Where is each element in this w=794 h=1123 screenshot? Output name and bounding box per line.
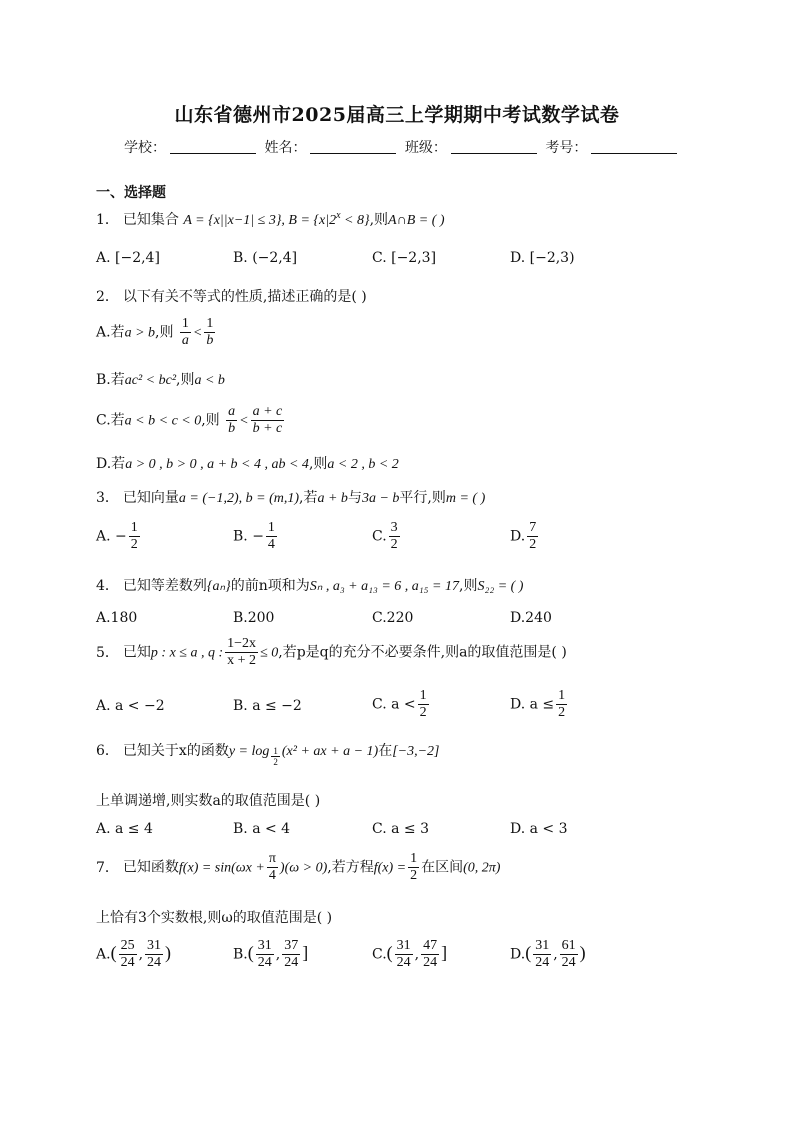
question-6 [96,740,439,767]
q2-option-a[interactable] [96,316,217,349]
question-4 [96,575,523,595]
option-label: B. [233,946,248,963]
q5-option-c[interactable] [372,688,431,721]
math-expression: )(ω > 0) [279,860,328,876]
question-text: 已知 [122,644,151,661]
section-heading: 一、选择题 [96,185,166,201]
fraction: $\frac{25}{24}$ [120,938,135,971]
fraction: $\frac{1}{2}$ [130,520,138,553]
class-blank [451,139,537,154]
question-7-continued: 上恰有3个实数根,则ω的取值范围是( ) [96,910,333,926]
question-3 [96,487,485,507]
math-operator: < [192,325,203,341]
math-expression: [−3,−2] [392,744,440,759]
option-text: ,则 [155,324,174,341]
math-expression: y = log [228,744,270,759]
question-text: 已知等差数列 [122,578,207,594]
question-number: 7． [96,859,119,876]
option-label: D. [510,528,526,545]
option-label: B. − [233,528,264,545]
option-label: A. − [96,528,127,545]
math-expression: f(x) = [373,860,407,876]
class-label: 班级： [404,140,447,156]
option-label: C. [372,528,387,545]
question-text: 平行,则 [399,490,446,506]
math-expression: Sₙ , a₃ + a₁₃ = 6 , a₁₅ = 17 [309,579,459,594]
option-label: B.若 [96,372,125,388]
fraction: $\frac{31}{24}$ [535,938,550,971]
q4-option-b[interactable]: B.200 [233,610,275,626]
math-expression: a + b [317,491,348,506]
question-text: 已知关于x的函数 [122,743,229,759]
question-text: ,若方程 [327,859,374,876]
math-expression: p : x ≤ a , q : [150,645,224,661]
fraction: $\frac{7}{2}$ [529,520,537,553]
question-text: 已知集合 [122,212,179,228]
exam-no-label: 考号： [545,140,588,156]
option-label: C.若 [96,412,125,429]
q5-option-b[interactable]: B. a ≤ −2 [233,698,302,714]
q1-option-b[interactable]: B. (−2,4] [233,250,298,266]
math-expression: (0, 2π) [463,860,501,876]
question-number: 3． [96,490,119,506]
q6-option-a[interactable]: A. a ≤ 4 [96,821,153,837]
math-expression: A = {x||x−1| ≤ 3}, B = {x|2 [183,213,337,228]
school-label: 学校： [124,140,166,156]
question-number: 5． [96,644,119,661]
question-6-continued: 上单调递增,则实数a的取值范围是( ) [96,793,321,809]
q3-option-a[interactable] [96,520,142,553]
q4-option-c[interactable]: C.220 [372,610,414,626]
fraction: $\frac{\pi}{4}$ [268,851,276,884]
q3-option-c[interactable] [372,520,402,553]
option-label: D.若 [96,456,126,472]
math-expression: {aₙ} [206,579,231,594]
bracket: ) [165,942,172,963]
q3-option-b[interactable] [233,520,279,553]
q5-option-a[interactable]: A. a < −2 [96,698,165,714]
question-text: 已知向量 [122,490,179,506]
question-text: ,则 [459,578,478,594]
fraction: $\frac{1-2x}{x + 2}$ [227,636,257,669]
school-blank [170,139,256,154]
fraction: $\frac{47}{24}$ [423,938,438,971]
bracket: ( [247,942,254,963]
fraction: $\frac{a + c}{b + c}$ [252,404,283,437]
question-number: 4． [96,578,119,594]
fraction: $\frac{1}{2}$ [410,851,418,884]
q6-option-d[interactable]: D. a < 3 [510,821,568,837]
fraction: $\frac{37}{24}$ [284,938,299,971]
option-label: D. a ≤ [510,696,555,713]
math-expression: a > 0 , b > 0 , a + b < 4 , ab < 4 [125,457,309,472]
question-text: 与 [347,490,362,506]
q7-option-c[interactable]: C.( $\frac{31}{24}$ , $\frac{47}{24}$ ] [372,938,448,971]
bracket: ( [110,942,117,963]
fraction: $\frac{31}{24}$ [396,938,411,971]
question-text: 在区间 [421,859,464,876]
option-text: ,则 [176,372,195,388]
q3-option-d[interactable] [510,520,540,553]
question-number: 2． [96,289,119,305]
bracket: ) [579,942,586,963]
math-expression: (x² + ax + a − 1) [281,744,379,759]
question-1 [96,209,445,229]
option-text: ,则 [308,456,328,472]
math-expression: m = ( ) [445,491,486,506]
q6-option-c[interactable]: C. a ≤ 3 [372,821,429,837]
fraction: $\frac{1}{2}$ [273,745,278,767]
option-label: A.若 [96,324,125,341]
question-text: 在 [378,743,393,759]
name-blank [310,139,396,154]
q2-option-c[interactable] [96,404,286,437]
q4-option-d[interactable]: D.240 [510,610,552,626]
q2-option-d[interactable] [96,453,399,473]
question-text: ,若p是q的充分不必要条件,则a的取值范围是( ) [278,644,567,661]
bracket: ] [302,942,309,963]
bracket: ] [441,942,448,963]
q4-option-a[interactable]: A.180 [96,610,138,626]
question-2 [96,286,367,306]
question-text: ,则 [369,212,389,228]
math-expression: S₂₂ = ( ) [477,579,524,594]
fraction: $\frac{a}{b}$ [228,404,236,437]
fraction: $\frac{61}{24}$ [561,938,576,971]
option-label: C. [372,946,387,963]
q5-option-d[interactable] [510,688,569,721]
question-text: ,若 [299,490,318,506]
math-expression: a = (−1,2), b = (m,1) [178,491,300,506]
math-expression: a < b < c < 0 [124,413,202,429]
math-operator: < [239,413,249,429]
math-expression: a < 2 , b < 2 [327,457,399,472]
question-number: 1． [96,212,119,228]
math-superscript: x [336,210,341,221]
math-expression: ac² < bc² [124,373,177,388]
math-expression: < 8} [340,213,370,228]
question-text: 的前n项和为 [230,578,310,594]
question-text: 已知函数 [122,859,179,876]
question-text: 以下有关不等式的性质,描述正确的是( ) [122,289,367,305]
fraction: $\frac{31}{24}$ [257,938,272,971]
math-expression: a < b [194,373,225,388]
option-label: C. a < [372,696,416,713]
option-text: ,则 [201,412,220,429]
fraction: $\frac{1}{4}$ [267,520,275,553]
option-label: A. [96,946,111,963]
fraction: $\frac{3}{2}$ [390,520,398,553]
q7-option-a[interactable]: A.( $\frac{25}{24}$ , $\frac{31}{24}$ ) [96,938,172,971]
student-info-row [124,137,681,157]
bracket: ( [525,942,532,963]
q7-option-d[interactable]: D.( $\frac{31}{24}$ , $\frac{61}{24}$ ) [510,938,586,971]
page-title: 山东省德州市2025届高三上学期期中考试数学试卷 [174,104,620,126]
option-label: D. [510,946,526,963]
fraction: $\frac{1}{b}$ [206,316,214,349]
bracket: ( [386,942,393,963]
name-label: 姓名： [264,140,307,156]
question-7 [96,851,500,884]
fraction: $\frac{31}{24}$ [147,938,162,971]
math-expression: a > b [124,325,156,341]
math-expression: A∩B = ( ) [388,213,445,228]
fraction: $\frac{1}{2}$ [558,688,566,721]
q2-option-b[interactable] [96,369,225,389]
q1-option-a[interactable]: A. [−2,4] [96,250,160,266]
exam-no-blank [591,139,677,154]
q6-option-b[interactable]: B. a < 4 [233,821,291,837]
question-number: 6． [96,743,119,759]
fraction: $\frac{1}{a}$ [181,316,189,349]
math-expression: ≤ 0 [260,645,279,661]
fraction: $\frac{1}{2}$ [419,688,427,721]
math-expression: f(x) = sin(ωx + [178,860,265,876]
math-expression: 3a − b [361,491,400,506]
q1-option-c[interactable]: C. [−2,3] [372,250,437,266]
q7-option-b[interactable]: B.( $\frac{31}{24}$ , $\frac{37}{24}$ ] [233,938,309,971]
q1-option-d[interactable]: D. [−2,3) [510,250,575,266]
question-5 [96,636,567,669]
